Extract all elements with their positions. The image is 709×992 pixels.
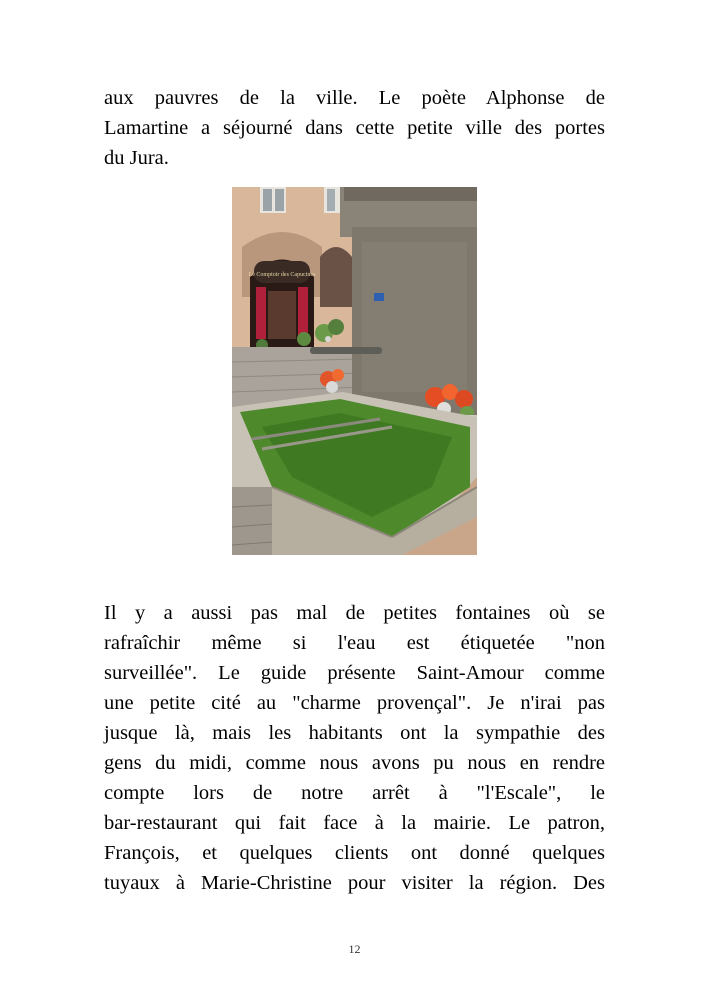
text-line: du Jura.: [104, 147, 169, 169]
text-line: aux pauvres de la ville. Le poète Alphonse de: [104, 87, 605, 109]
text-line: gens du midi, comme nous avons pu nous en rendre: [104, 752, 605, 774]
text-line: Lamartine a séjourné dans cette petite ville des portes: [104, 117, 605, 139]
fountain-photo: [232, 187, 477, 555]
restaurant-sign: Le Comptoir des Capucines: [248, 272, 316, 278]
text-line: tuyaux à Marie-Christine pour visiter la région. Des: [104, 872, 605, 894]
text-line: jusque là, mais les habitants ont la sympathie des: [104, 722, 605, 744]
paragraph-2: [104, 598, 605, 898]
text-line: François, et quelques clients ont donné quelques: [104, 842, 605, 864]
paragraph-1: [104, 83, 605, 173]
text-line: Il y a aussi pas mal de petites fontaines où se: [104, 602, 605, 624]
text-line: bar-restaurant qui fait face à la mairie. Le patron,: [104, 812, 605, 834]
page-number: 12: [348, 942, 361, 956]
text-line: une petite cité au "charme provençal". Je n'irai pas: [104, 692, 605, 714]
text-line: rafraîchir même si l'eau est étiquetée "non: [104, 632, 605, 654]
text-line: compte lors de notre arrêt à "l'Escale", le: [104, 782, 605, 804]
text-line: surveillée". Le guide présente Saint-Amour comme: [104, 662, 605, 684]
